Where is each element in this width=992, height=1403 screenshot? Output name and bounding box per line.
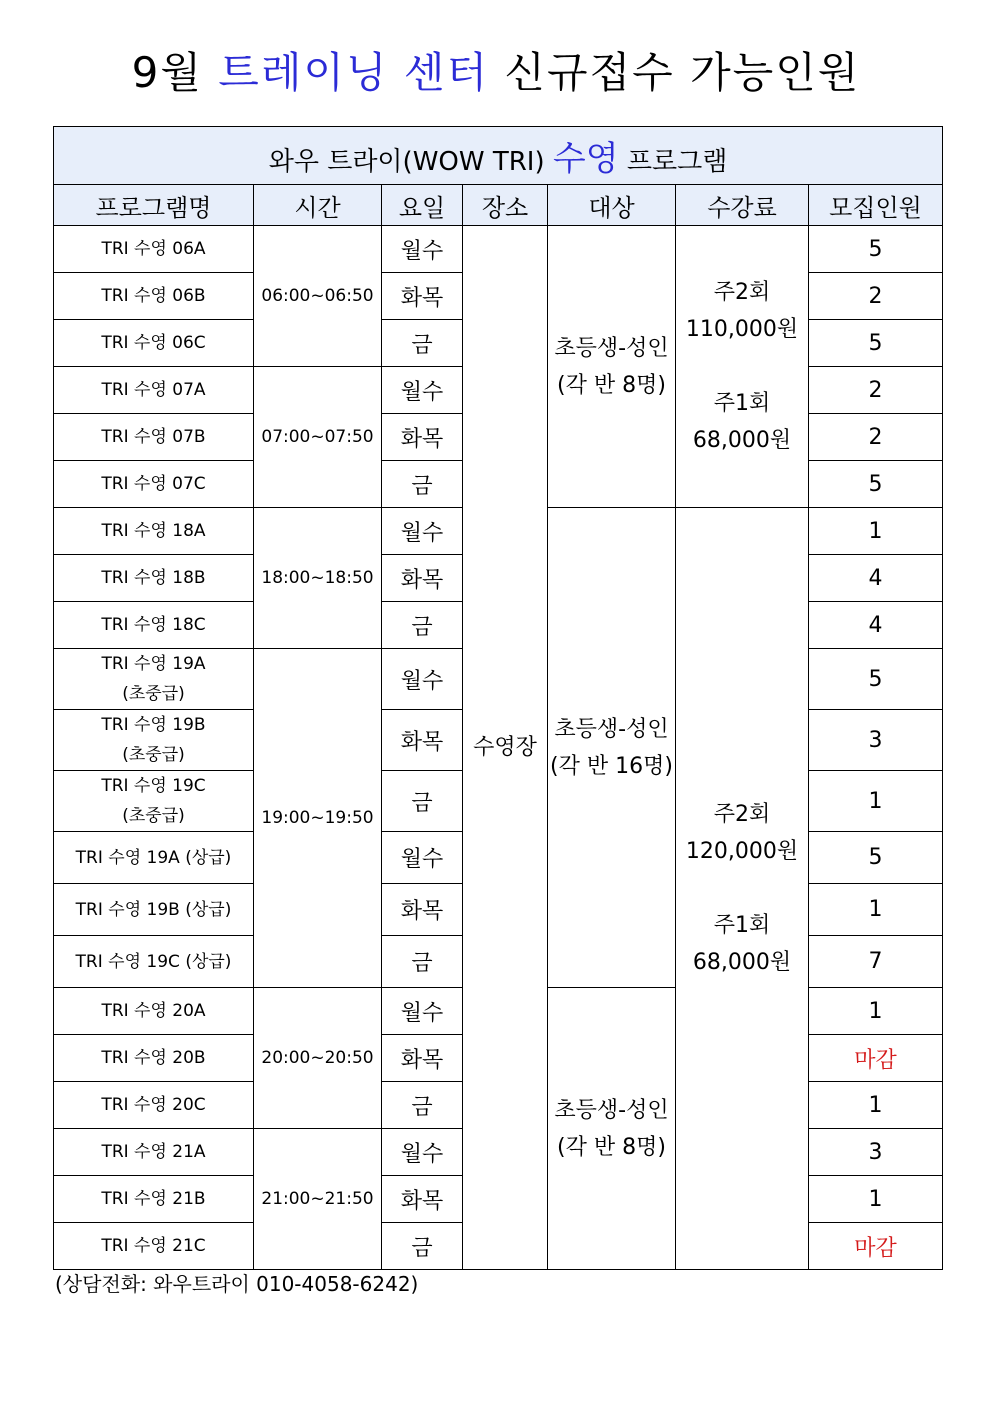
day-cell: 월수 bbox=[382, 1129, 463, 1176]
available-cell: 4 bbox=[809, 602, 943, 649]
program-cell bbox=[54, 884, 254, 936]
day-cell: 월수 bbox=[382, 832, 463, 884]
fee-line: 68,000원 bbox=[692, 950, 792, 975]
time-cell: 07:00~07:50 bbox=[254, 367, 382, 508]
program-name-line: TRI 수영 20C bbox=[101, 1095, 206, 1115]
program-cell bbox=[54, 508, 254, 555]
time-cell: 18:00~18:50 bbox=[254, 508, 382, 649]
available-cell: 5 bbox=[809, 226, 943, 273]
day-cell: 월수 bbox=[382, 649, 463, 710]
program-name-line: TRI 수영 19A (상급) bbox=[75, 847, 232, 868]
program-cell bbox=[54, 602, 254, 649]
program-name-line: TRI 수영 19A bbox=[101, 654, 206, 674]
available-cell: 5 bbox=[809, 832, 943, 884]
target-line: (각 반 16명) bbox=[550, 753, 673, 779]
program-name-line: TRI 수영 06A bbox=[101, 239, 206, 259]
program-cell bbox=[54, 1082, 254, 1129]
program-banner bbox=[54, 127, 943, 185]
available-cell: 3 bbox=[809, 710, 943, 771]
header-program: 프로그램명 bbox=[54, 185, 254, 226]
program-name-line: (초중급) bbox=[122, 684, 185, 704]
available-cell: 2 bbox=[809, 367, 943, 414]
available-cell: 1 bbox=[809, 1176, 943, 1223]
available-cell: 2 bbox=[809, 273, 943, 320]
fee-cell bbox=[676, 508, 809, 1270]
program-name-line: TRI 수영 18B bbox=[101, 568, 206, 588]
banner-highlight: 수영 bbox=[552, 139, 619, 179]
program-cell bbox=[54, 367, 254, 414]
header-fee: 수강료 bbox=[676, 185, 809, 226]
target-cell bbox=[548, 226, 676, 508]
time-cell: 06:00~06:50 bbox=[254, 226, 382, 367]
title-post: 신규접수 가능인원 bbox=[489, 48, 861, 97]
fee-line: 주2회 bbox=[713, 280, 771, 305]
target-line: 초등생-성인 bbox=[554, 1097, 669, 1123]
program-name-line: TRI 수영 20B bbox=[101, 1048, 206, 1068]
fee-line: 주2회 bbox=[713, 802, 771, 827]
available-cell: 7 bbox=[809, 936, 943, 988]
program-cell bbox=[54, 414, 254, 461]
header-available: 모집인원 bbox=[809, 185, 943, 226]
program-cell bbox=[54, 1129, 254, 1176]
table-row bbox=[54, 226, 943, 273]
program-cell bbox=[54, 649, 254, 710]
available-cell: 마감 bbox=[809, 1035, 943, 1082]
program-cell bbox=[54, 320, 254, 367]
program-name-line: TRI 수영 19C bbox=[101, 776, 206, 796]
available-cell: 5 bbox=[809, 649, 943, 710]
available-cell: 3 bbox=[809, 1129, 943, 1176]
fee-line: 68,000원 bbox=[692, 428, 792, 453]
program-name-line: TRI 수영 18A bbox=[101, 521, 206, 541]
day-cell: 화목 bbox=[382, 414, 463, 461]
day-cell: 월수 bbox=[382, 367, 463, 414]
day-cell: 화목 bbox=[382, 555, 463, 602]
target-line: 초등생-성인 bbox=[554, 716, 669, 742]
program-cell bbox=[54, 1223, 254, 1270]
program-cell bbox=[54, 555, 254, 602]
program-name-line: (초중급) bbox=[122, 806, 185, 826]
time-cell: 21:00~21:50 bbox=[254, 1129, 382, 1270]
fee-line: 주1회 bbox=[713, 391, 771, 416]
day-cell: 금 bbox=[382, 602, 463, 649]
program-name-line: TRI 수영 07B bbox=[101, 427, 206, 447]
day-cell: 금 bbox=[382, 320, 463, 367]
program-name-line: TRI 수영 06C bbox=[101, 333, 206, 353]
fee-spacer bbox=[676, 348, 808, 385]
schedule-body bbox=[54, 226, 943, 1270]
fee-line: 120,000원 bbox=[685, 839, 799, 864]
schedule-table bbox=[53, 126, 943, 1270]
time-cell: 20:00~20:50 bbox=[254, 988, 382, 1129]
program-cell bbox=[54, 461, 254, 508]
program-cell bbox=[54, 226, 254, 273]
target-line: (각 반 8명) bbox=[557, 1134, 666, 1160]
target-cell bbox=[548, 508, 676, 988]
available-cell: 마감 bbox=[809, 1223, 943, 1270]
available-cell: 5 bbox=[809, 320, 943, 367]
day-cell: 화목 bbox=[382, 884, 463, 936]
day-cell: 금 bbox=[382, 461, 463, 508]
program-name-line: TRI 수영 19C (상급) bbox=[75, 951, 232, 972]
available-cell: 1 bbox=[809, 884, 943, 936]
program-name-line: TRI 수영 07A bbox=[101, 380, 206, 400]
program-name-line: TRI 수영 19B bbox=[101, 715, 206, 735]
available-cell: 1 bbox=[809, 1082, 943, 1129]
program-cell bbox=[54, 710, 254, 771]
banner-pre: 와우 트라이(WOW TRI) bbox=[268, 147, 553, 177]
program-name-line: TRI 수영 20A bbox=[101, 1001, 206, 1021]
place-cell: 수영장 bbox=[463, 226, 548, 1270]
program-name-line: (초중급) bbox=[122, 745, 185, 765]
program-cell bbox=[54, 988, 254, 1035]
available-cell: 4 bbox=[809, 555, 943, 602]
title-pre: 9월 bbox=[131, 48, 219, 97]
program-cell bbox=[54, 936, 254, 988]
time-cell: 19:00~19:50 bbox=[254, 649, 382, 988]
program-cell bbox=[54, 1176, 254, 1223]
header-place: 장소 bbox=[463, 185, 548, 226]
program-name-line: TRI 수영 18C bbox=[101, 615, 206, 635]
day-cell: 화목 bbox=[382, 273, 463, 320]
program-cell bbox=[54, 273, 254, 320]
target-line: 초등생-성인 bbox=[554, 335, 669, 361]
program-name-line: TRI 수영 06B bbox=[101, 286, 206, 306]
day-cell: 월수 bbox=[382, 988, 463, 1035]
program-cell bbox=[54, 832, 254, 884]
header-day: 요일 bbox=[382, 185, 463, 226]
day-cell: 화목 bbox=[382, 1035, 463, 1082]
program-name-line: TRI 수영 19B (상급) bbox=[75, 899, 232, 920]
program-cell bbox=[54, 771, 254, 832]
fee-line: 주1회 bbox=[713, 913, 771, 938]
banner-post: 프로그램 bbox=[618, 147, 728, 177]
fee-cell bbox=[676, 226, 809, 508]
available-cell: 1 bbox=[809, 508, 943, 555]
target-cell bbox=[548, 988, 676, 1270]
day-cell: 월수 bbox=[382, 226, 463, 273]
page-title bbox=[0, 40, 992, 100]
day-cell: 금 bbox=[382, 936, 463, 988]
program-cell bbox=[54, 1035, 254, 1082]
day-cell: 화목 bbox=[382, 710, 463, 771]
program-name-line: TRI 수영 07C bbox=[101, 474, 206, 494]
day-cell: 월수 bbox=[382, 508, 463, 555]
day-cell: 금 bbox=[382, 1223, 463, 1270]
fee-line: 110,000원 bbox=[685, 317, 799, 342]
program-name-line: TRI 수영 21A bbox=[101, 1142, 206, 1162]
header-row bbox=[54, 185, 943, 226]
available-cell: 2 bbox=[809, 414, 943, 461]
available-cell: 1 bbox=[809, 771, 943, 832]
contact-note: (상담전화: 와우트라이 010-4058-6242) bbox=[55, 1272, 419, 1296]
available-cell: 5 bbox=[809, 461, 943, 508]
program-name-line: TRI 수영 21C bbox=[101, 1236, 206, 1256]
day-cell: 금 bbox=[382, 771, 463, 832]
available-cell: 1 bbox=[809, 988, 943, 1035]
day-cell: 화목 bbox=[382, 1176, 463, 1223]
program-name-line: TRI 수영 21B bbox=[101, 1189, 206, 1209]
header-target: 대상 bbox=[548, 185, 676, 226]
target-line: (각 반 8명) bbox=[557, 372, 666, 398]
title-highlight: 트레이닝 센터 bbox=[218, 48, 490, 97]
day-cell: 금 bbox=[382, 1082, 463, 1129]
fee-spacer bbox=[676, 870, 808, 907]
header-time: 시간 bbox=[254, 185, 382, 226]
